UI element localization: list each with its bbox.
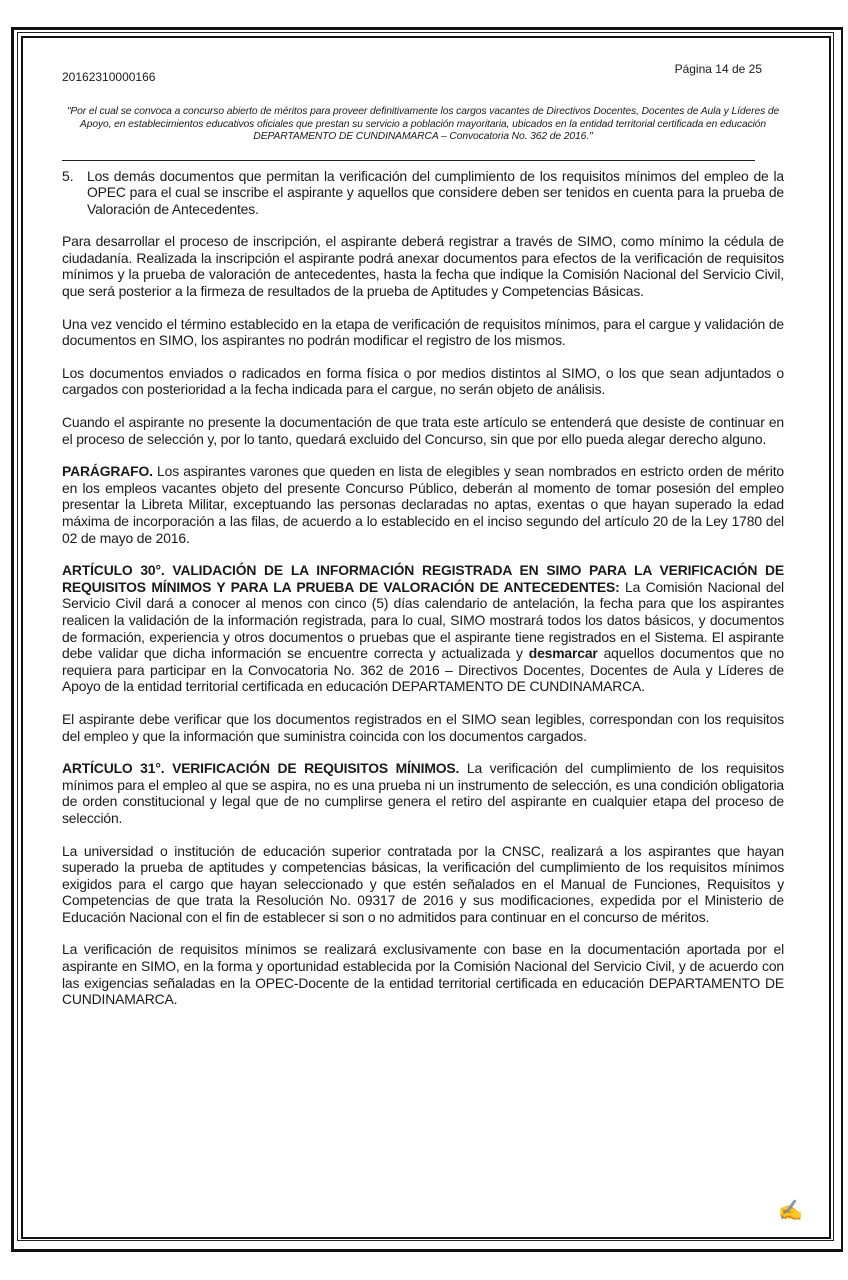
- paragraph-verification-basis: La verificación de requisitos mínimos se realizará exclusivamente con base en la documentación aportada por el aspirante en SIMO, en la forma y oportunidad establecida por la Comisión Nacional del Servicio Civil, y de acuerdo con las exigencias señaladas en la OPEC-Docente de la entidad territorial certificada en educación DEPARTAMENTO DE CUNDINAMARCA.: [62, 941, 784, 1008]
- article-30-heading: ARTÍCULO 30°. VALIDACIÓN DE LA INFORMACIÓN REGISTRADA EN SIMO PARA LA VERIFICACIÓN DE REQUISITOS MÍNIMOS Y PARA LA PRUEBA DE VALORACIÓN DE ANTECEDENTES:: [62, 562, 784, 595]
- paragraph-exclusion: Cuando el aspirante no presente la documentación de que trata este artículo se entenderá que desiste de continuar en el proceso de selección y, por lo tanto, quedará excluido del Concurso, sin que por ello pueda alegar derecho alguno.: [62, 414, 784, 447]
- list-item-text: Los demás documentos que permitan la verificación del cumplimiento de los requisitos mínimos del empleo de la OPEC para el cual se inscribe el aspirante y aquellos que considere deben ser tenidos en cuenta para la prueba de Valoración de Antecedentes.: [87, 167, 784, 217]
- paragraph-paragrafo: [62, 463, 784, 546]
- document-code: 20162310000166: [62, 70, 156, 84]
- list-item-number: 5.: [62, 167, 74, 184]
- article-30-bold-word: desmarcar: [528, 645, 598, 662]
- header-separator: [62, 160, 755, 161]
- paragraph-university-verification: La universidad o institución de educación superior contratada por la CNSC, realizará a los aspirantes que hayan superado la prueba de aptitudes y competencias básicas, la verificación del cumplimiento de los requisitos mínimos exigidos para el cargo que hayan seleccionado y que estén señalados en el Manual de Funciones, Requisitos y Competencias de que trata la Resolución No. 09317 de 2016 y sus modificaciones, expedida por el Ministerio de Educación Nacional con el fin de establecer si son o no admitidos para continuar en el concurso de méritos.: [62, 842, 784, 925]
- paragrafo-label: PARÁGRAFO.: [62, 463, 153, 480]
- paragrafo-text: Los aspirantes varones que queden en lista de elegibles y sean nombrados en estricto orden de mérito en los empleos vacantes objeto del presente Concurso Público, deberán al momento de tomar posesión del empleo presentar la Libreta Militar, exceptuando las personas declaradas no aptas, exentas o que hayan superado la edad máxima de incorporación a las filas, de acuerdo a lo establecido en el inciso segundo del artículo 20 de la Ley 1780 del 02 de mayo de 2016.: [62, 463, 784, 546]
- list-item-5: [62, 168, 784, 218]
- paragraph-inscription: Para desarrollar el proceso de inscripción, el aspirante deberá registrar a través de SIMO, como mínimo la cédula de ciudadanía. Realizada la inscripción el aspirante podrá anexar documentos para efectos de la verificación de requisitos mínimos y la prueba de valoración de antecedentes, hasta la fecha que indique la Comisión Nacional del Servicio Civil, que será posterior a la firmeza de resultados de la prueba de Aptitudes y Competencias Básicas.: [62, 233, 784, 300]
- article-30-text-a: La Comisión Nacional del Servicio Civil dará a conocer al menos con cinco (5) días calendario de antelación, la fecha para que los aspirantes realicen la validación de la información registrada, para lo cual, SIMO mostrará todos los datos básicos, y documentos de formación, experiencia y otros documentos o pruebas que el aspirante tiene registrados en el Sistema. El aspirante debe validar que dicha información se encuentre correcta y actualizada y: [62, 578, 784, 662]
- page-number: Página 14 de 25: [674, 62, 762, 76]
- initials-signature-icon: ✍: [778, 1200, 803, 1222]
- page-header: [62, 62, 784, 84]
- paragraph-deadline: Una vez vencido el término establecido en la etapa de verificación de requisitos mínimos, para el cargue y validación de documentos en SIMO, los aspirantes no podrán modificar el registro de los mismos.: [62, 315, 784, 349]
- article-31: [62, 760, 784, 826]
- article-31-heading: ARTÍCULO 31°. VERIFICACIÓN DE REQUISITOS MÍNIMOS.: [62, 760, 460, 777]
- article-30-text-b: aquellos documentos que no requiera para participar en la Convocatoria No. 362 de 2016 – Directivos Docentes, Docentes de Aula y Líderes de Apoyo de la entidad territorial certificada en educación DEPARTAMENTO DE CUNDINAMARCA.: [62, 645, 784, 695]
- article-30: [62, 562, 784, 695]
- paragraph-legibility: El aspirante debe verificar que los documentos registrados en el SIMO sean legibles, correspondan con los requisitos del empleo y que la información que suministra coincida con los documentos cargados.: [62, 710, 784, 744]
- resolution-title: "Por el cual se convoca a concurso abierto de méritos para proveer definitivamente los cargos vacantes de Directivos Docentes, Docentes de Aula y Líderes de Apoyo, en establecimientos educativos oficiales que prestan su servicio a población mayoritaria, ubicados en la entidad territorial certificada en educación DEPARTAMENTO DE CUNDINAMARCA – Convocatoria No. 362 de 2016.": [66, 106, 780, 142]
- document-page: [62, 58, 784, 1008]
- article-31-text: La verificación del cumplimiento de los requisitos mínimos para el empleo al que se aspira, no es una prueba ni un instrumento de selección, es una condición obligatoria de orden constitucional y legal que de no cumplirse genera el retiro del aspirante en cualquier etapa del proceso de selección.: [62, 760, 784, 826]
- paragraph-physical-documents: Los documentos enviados o radicados en forma física o por medios distintos al SIMO, o los que sean adjuntados o cargados con posterioridad a la fecha indicada para el cargue, no serán objeto de análisis.: [62, 364, 784, 398]
